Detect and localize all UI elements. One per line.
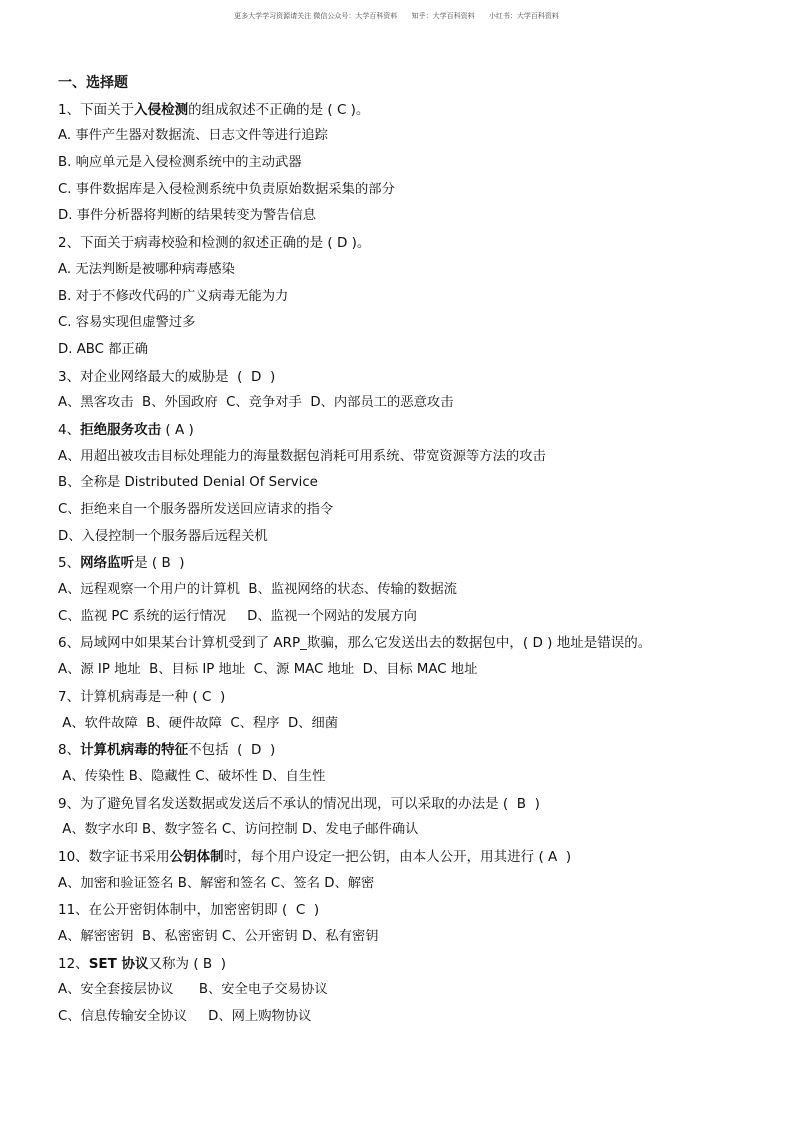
question-8 — [58, 737, 758, 764]
header-xiaohongshu: 小红书：大学百科资料 — [488, 12, 559, 20]
question-1-pre: 1、下面关于 — [58, 101, 135, 118]
question-6 — [58, 630, 758, 657]
question-1-option-line: C. 事件数据库是入侵检测系统中负责原始数据采集的部分 — [58, 181, 395, 197]
question-2 — [58, 230, 758, 257]
question-11-option-line: A、解密密钥 B、私密密钥 C、公开密钥 D、私有密钥 — [58, 929, 379, 944]
question-2-option-line: C. 容易实现但虚警过多 — [58, 315, 196, 331]
question-8-bold: 计算机病毒的特征 — [80, 742, 189, 759]
question-12-bold: SET 协议 — [88, 955, 149, 972]
question-9-pre: 9、为了避免冒名发送数据或发送后不承认的情况出现，可以采取的办法是 ( B ) — [58, 795, 540, 812]
question-4 — [58, 417, 758, 444]
question-5-option-line: C、监视 PC 系统的运行情况 D、监视一个网站的发展方向 — [58, 608, 417, 624]
question-4-bold: 拒绝服务攻击 — [80, 421, 162, 438]
question-10-option-line: A、加密和验证签名 B、解密和签名 C、签名 D、解密 — [58, 875, 375, 891]
question-1-option-line: D. 事件分析器将判断的结果转变为警告信息 — [58, 208, 317, 224]
question-11 — [58, 897, 758, 924]
header-zhihu: 知乎：大学百科资料 — [411, 12, 475, 20]
question-4-option-line: A、用超出被攻击目标处理能力的海量数据包消耗可用系统、带宽资源等方法的攻击 — [58, 448, 546, 464]
question-9 — [58, 791, 758, 818]
question-4-option-line: D、入侵控制一个服务器后远程关机 — [58, 528, 268, 544]
question-3 — [58, 364, 758, 391]
question-2-option-line: D. ABC 都正确 — [58, 341, 149, 357]
question-10-bold: 公钥体制 — [169, 848, 224, 865]
questions-container — [58, 97, 758, 1031]
question-4-option-line: C、拒绝来自一个服务器所发送回应请求的指令 — [58, 502, 334, 517]
header-wechat: 更多大学学习资源请关注 微信公众号：大学百科资料 — [234, 12, 398, 20]
question-2-option-line: B. 对于不修改代码的广义病毒无能为力 — [58, 288, 289, 304]
question-12-pre: 12、 — [58, 955, 89, 972]
question-5-option-line: A、远程观察一个用户的计算机 B、监视网络的状态、传输的数据流 — [58, 582, 457, 598]
question-7-option-line: A、软件故障 B、硬件故障 C、程序 D、细菌 — [58, 715, 339, 731]
question-1-option-line: B. 响应单元是入侵检测系统中的主动武器 — [58, 155, 302, 171]
question-3-option-line: A、黑客攻击 B、外国政府 C、竞争对手 D、内部员工的恶意攻击 — [58, 395, 454, 411]
question-2-option-line: A. 无法判断是被哪种病毒感染 — [58, 261, 235, 277]
question-6-option-line: A、源 IP 地址 B、目标 IP 地址 C、源 MAC 地址 D、目标 MAC 地址 — [58, 662, 478, 678]
question-5-bold: 网络监听 — [80, 555, 135, 572]
question-8-option-line: A、传染性 B、隐藏性 C、破坏性 D、自生性 — [58, 768, 326, 784]
section-title: 一、选择题 — [58, 75, 128, 91]
question-4-post: ( A ) — [161, 421, 194, 438]
question-4-pre: 4、 — [58, 421, 81, 438]
question-8-post: 不包括 ( D ) — [188, 742, 276, 759]
page-header — [0, 11, 793, 21]
question-10 — [58, 844, 758, 871]
question-7 — [58, 684, 758, 711]
question-1-bold: 入侵检测 — [134, 101, 189, 118]
question-1 — [58, 97, 758, 124]
question-7-pre: 7、计算机病毒是一种 ( C ) — [58, 688, 226, 705]
question-10-pre: 10、数字证书采用 — [58, 848, 170, 865]
question-12-post: 又称为 ( B ) — [148, 955, 227, 972]
question-4-option-line: B、全称是 Distributed Denial Of Service — [58, 475, 318, 491]
question-12-option-line: A、安全套接层协议 B、安全电子交易协议 — [58, 982, 328, 998]
question-5-post: 是 ( B ) — [134, 555, 185, 572]
question-1-option-line: A. 事件产生器对数据流、日志文件等进行追踪 — [58, 128, 328, 144]
question-3-pre: 3、对企业网络最大的威胁是 ( D ) — [58, 368, 276, 385]
question-1-post: 的组成叙述不正确的是 ( C )。 — [188, 101, 370, 118]
question-5-pre: 5、 — [58, 555, 81, 572]
question-12 — [58, 951, 758, 978]
question-5 — [58, 550, 758, 577]
question-8-pre: 8、 — [58, 742, 81, 759]
question-2-pre: 2、下面关于病毒校验和检测的叙述正确的是 ( D )。 — [58, 235, 371, 252]
question-list — [58, 70, 758, 1031]
question-11-pre: 11、在公开密钥体制中，加密密钥即 ( C ) — [58, 902, 320, 919]
question-12-option-line: C、信息传输安全协议 D、网上购物协议 — [58, 1009, 312, 1025]
question-9-option-line: A、数字水印 B、数字签名 C、访问控制 D、发电子邮件确认 — [58, 822, 419, 838]
question-6-pre: 6、局域网中如果某台计算机受到了 ARP_欺骗，那么它发送出去的数据包中，( D ) 地址是错误的。 — [58, 635, 652, 652]
question-10-post: 时，每个用户设定一把公钥，由本人公开，用其进行 ( A ) — [223, 848, 572, 865]
